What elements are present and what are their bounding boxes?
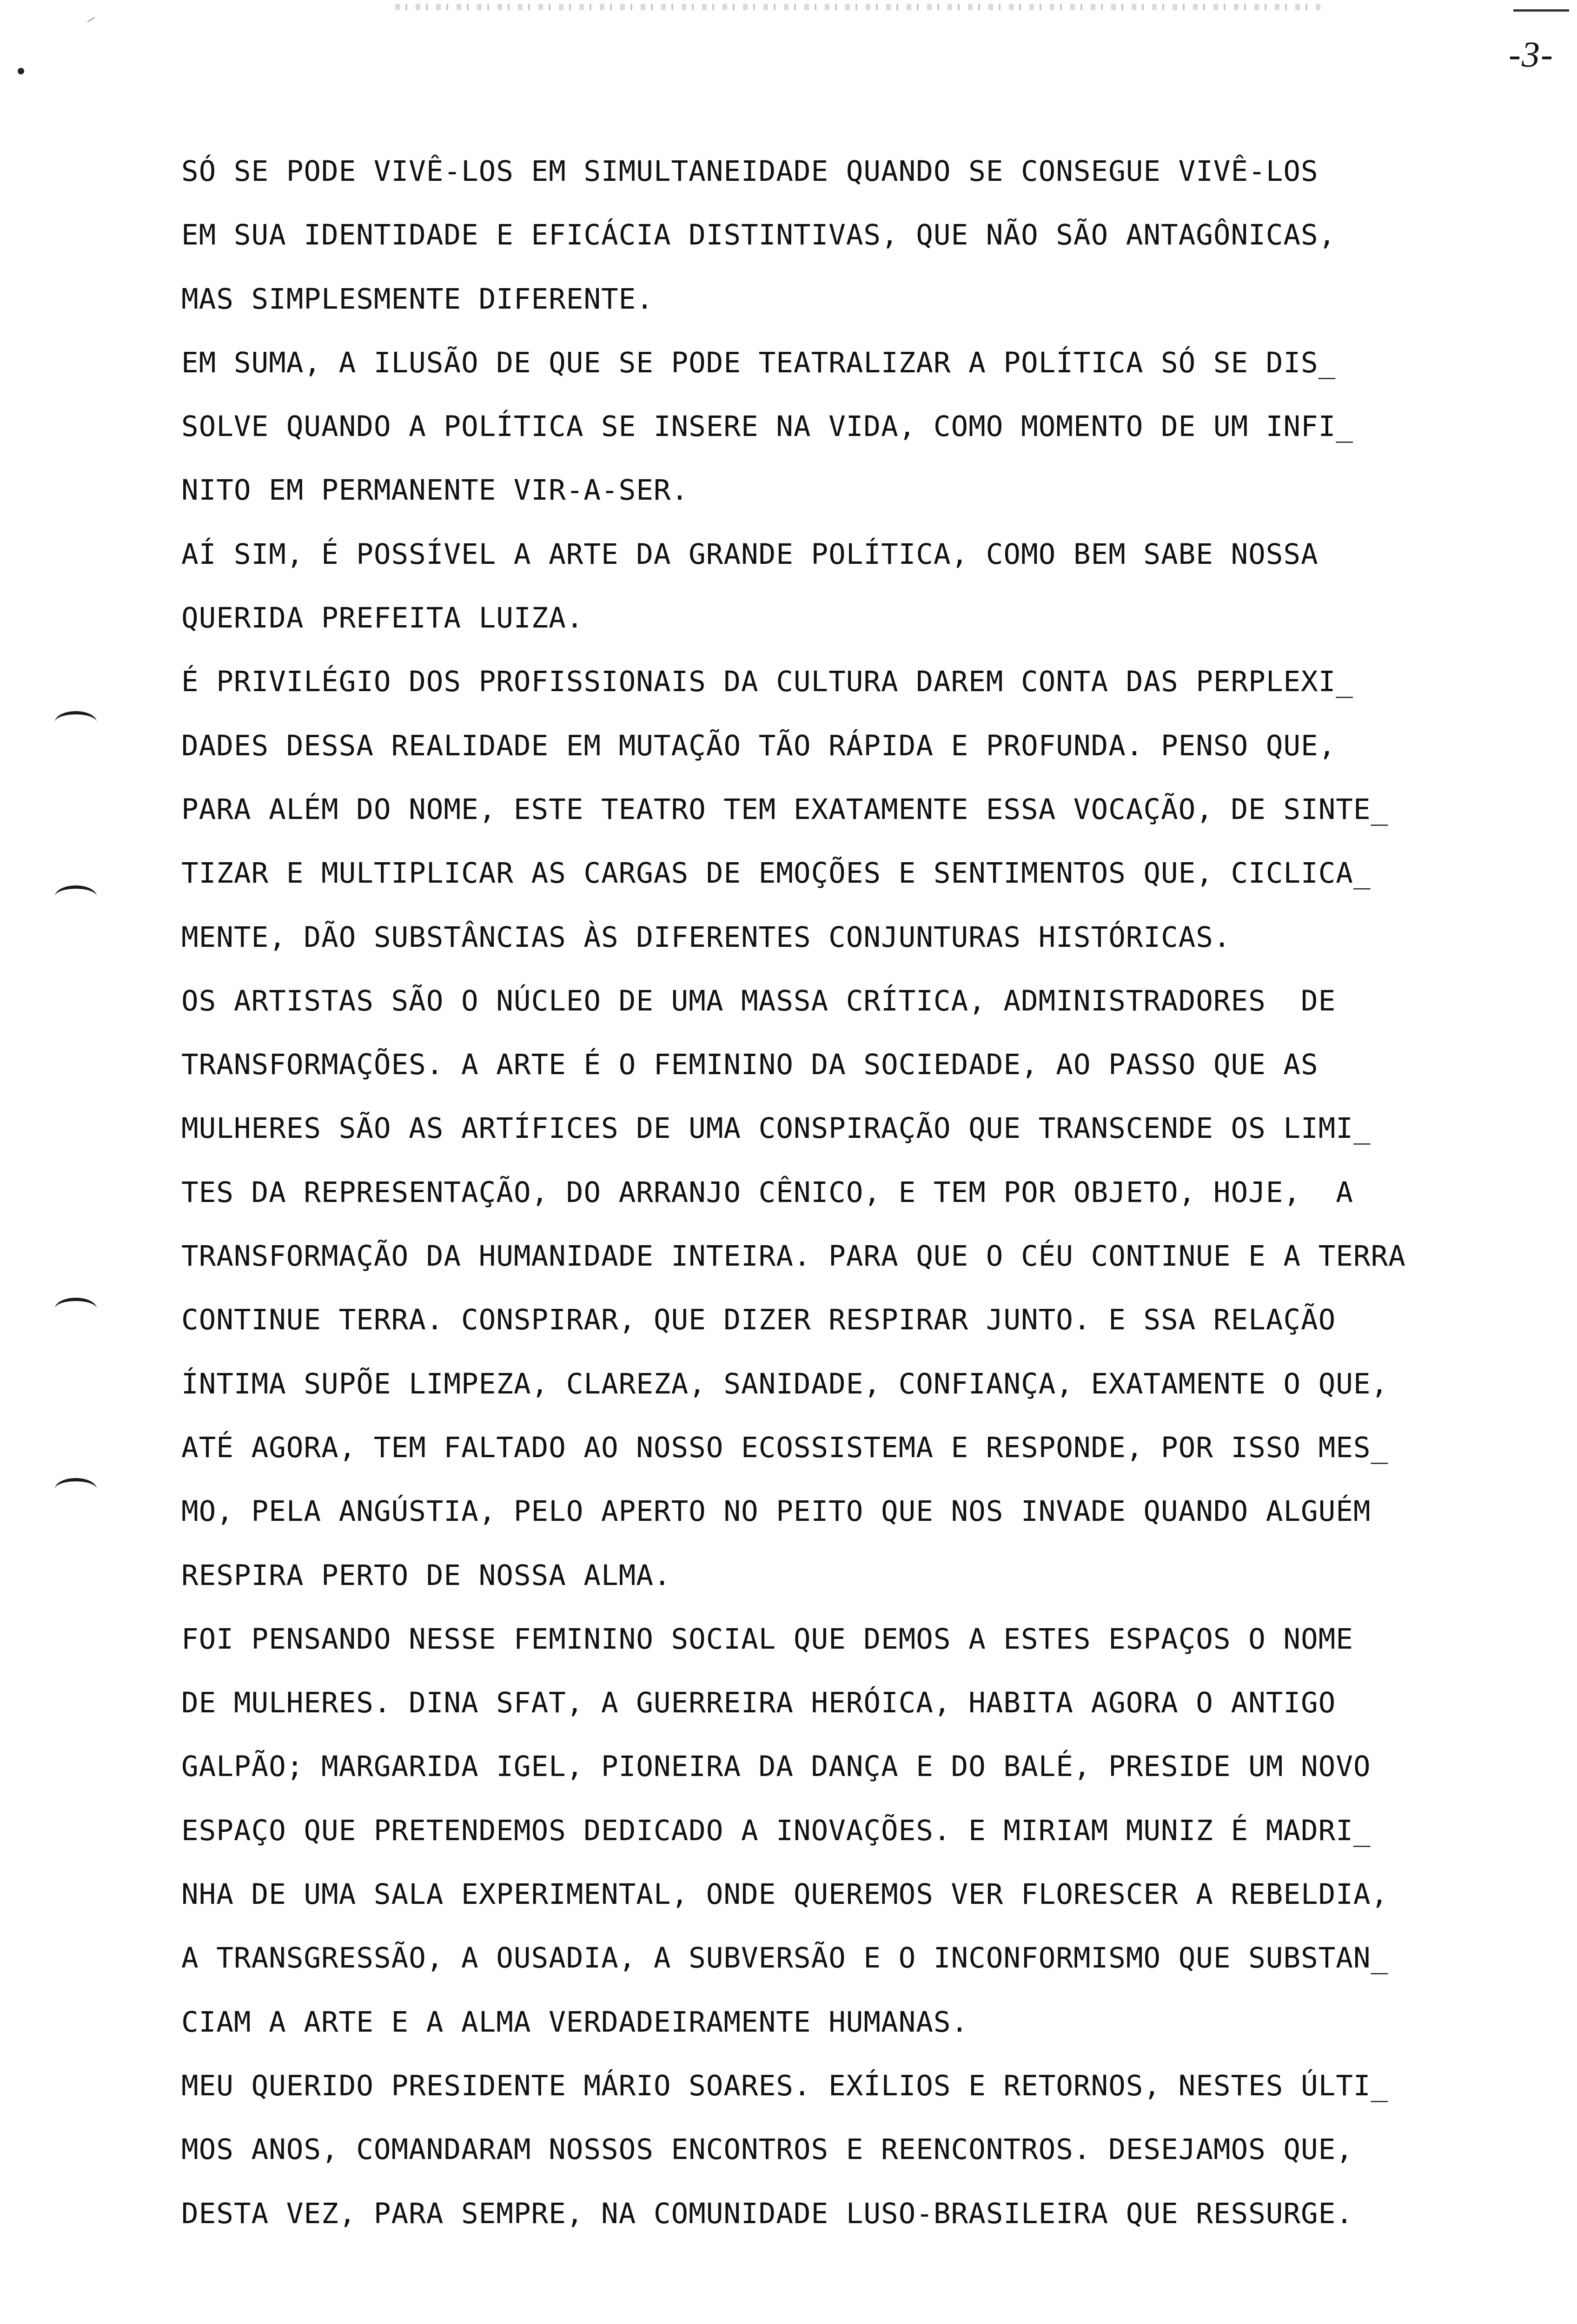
scan-mark-top-right [1513,9,1569,12]
text-line: ESPAÇO QUE PRETENDEMOS DEDICADO A INOVAÇÕES. E MIRIAM MUNIZ É MADRI_ [181,1814,1371,1847]
punch-hole-mark [55,1298,97,1320]
text-line: NHA DE UMA SALA EXPERIMENTAL, ONDE QUEREMOS VER FLORESCER A REBELDIA, [181,1878,1389,1911]
text-line: TRANSFORMAÇÃO DA HUMANIDADE INTEIRA. PARA QUE O CÉU CONTINUE E A TERRA [181,1240,1406,1273]
text-line: A TRANSGRESSÃO, A OUSADIA, A SUBVERSÃO E O INCONFORMISMO QUE SUBSTAN_ [181,1941,1389,1975]
text-line: GALPÃO; MARGARIDA IGEL, PIONEIRA DA DANÇA E DO BALÉ, PRESIDE UM NOVO [181,1750,1371,1783]
punch-hole-mark [55,711,97,733]
text-line: MENTE, DÃO SUBSTÂNCIAS ÀS DIFERENTES CONJUNTURAS HISTÓRICAS. [181,920,1231,954]
punch-hole-mark [55,885,97,907]
typed-text-body [181,139,1539,2245]
text-line: TES DA REPRESENTAÇÃO, DO ARRANJO CÊNICO, E TEM POR OBJETO, HOJE, A [181,1175,1353,1209]
scan-dot-mark [18,68,24,74]
text-line: MEU QUERIDO PRESIDENTE MÁRIO SOARES. EXÍLIOS E RETORNOS, NESTES ÚLTI_ [181,2069,1389,2102]
text-line: EM SUMA, A ILUSÃO DE QUE SE PODE TEATRALIZAR A POLÍTICA SÓ SE DIS_ [181,346,1336,379]
text-line: OS ARTISTAS SÃO O NÚCLEO DE UMA MASSA CRÍTICA, ADMINISTRADORES DE [181,984,1336,1017]
text-line: MAS SIMPLESMENTE DIFERENTE. [181,282,654,316]
text-line: QUERIDA PREFEITA LUIZA. [181,601,584,635]
text-line: ÍNTIMA SUPÕE LIMPEZA, CLAREZA, SANIDADE, CONFIANÇA, EXATAMENTE O QUE, [181,1367,1389,1400]
scan-tick-mark [87,17,98,27]
text-line: TIZAR E MULTIPLICAR AS CARGAS DE EMOÇÕES E SENTIMENTOS QUE, CICLICA_ [181,857,1371,890]
text-line: MOS ANOS, COMANDARAM NOSSOS ENCONTROS E REENCONTROS. DESEJAMOS QUE, [181,2133,1353,2166]
text-line: NITO EM PERMANENTE VIR-A-SER. [181,474,689,507]
text-line: AÍ SIM, É POSSÍVEL A ARTE DA GRANDE POLÍTICA, COMO BEM SABE NOSSA [181,537,1319,571]
text-line: SOLVE QUANDO A POLÍTICA SE INSERE NA VIDA, COMO MOMENTO DE UM INFI_ [181,410,1353,443]
text-line: CIAM A ARTE E A ALMA VERDADEIRAMENTE HUMANAS. [181,2005,969,2039]
text-line: MO, PELA ANGÚSTIA, PELO APERTO NO PEITO QUE NOS INVADE QUANDO ALGUÉM [181,1495,1371,1528]
text-line: DE MULHERES. DINA SFAT, A GUERREIRA HERÓICA, HABITA AGORA O ANTIGO [181,1686,1336,1720]
text-line: DADES DESSA REALIDADE EM MUTAÇÃO TÃO RÁPIDA E PROFUNDA. PENSO QUE, [181,729,1336,762]
text-line: CONTINUE TERRA. CONSPIRAR, QUE DIZER RESPIRAR JUNTO. E SSA RELAÇÃO [181,1303,1336,1337]
text-line: ATÉ AGORA, TEM FALTADO AO NOSSO ECOSSISTEMA E RESPONDE, POR ISSO MES_ [181,1431,1389,1464]
text-line: EM SUA IDENTIDADE E EFICÁCIA DISTINTIVAS, QUE NÃO SÃO ANTAGÔNICAS, [181,218,1336,252]
text-line: PARA ALÉM DO NOME, ESTE TEATRO TEM EXATAMENTE ESSA VOCAÇÃO, DE SINTE_ [181,792,1389,826]
text-line: TRANSFORMAÇÕES. A ARTE É O FEMININO DA SOCIEDADE, AO PASSO QUE AS [181,1048,1319,1082]
punch-hole-mark [55,1478,97,1500]
text-line: MULHERES SÃO AS ARTÍFICES DE UMA CONSPIRAÇÃO QUE TRANSCENDE OS LIMI_ [181,1112,1371,1145]
text-line: É PRIVILÉGIO DOS PROFISSIONAIS DA CULTURA DAREM CONTA DAS PERPLEXI_ [181,665,1353,699]
text-line: SÓ SE PODE VIVÊ-LOS EM SIMULTANEIDADE QUANDO SE CONSEGUE VIVÊ-LOS [181,155,1319,188]
text-line: FOI PENSANDO NESSE FEMININO SOCIAL QUE DEMOS A ESTES ESPAÇOS O NOME [181,1622,1353,1656]
scan-noise-top [395,4,1325,10]
text-line: RESPIRA PERTO DE NOSSA ALMA. [181,1558,671,1592]
text-line: DESTA VEZ, PARA SEMPRE, NA COMUNIDADE LUSO-BRASILEIRA QUE RESSURGE. [181,2197,1353,2230]
page-number: -3- [1509,34,1554,74]
